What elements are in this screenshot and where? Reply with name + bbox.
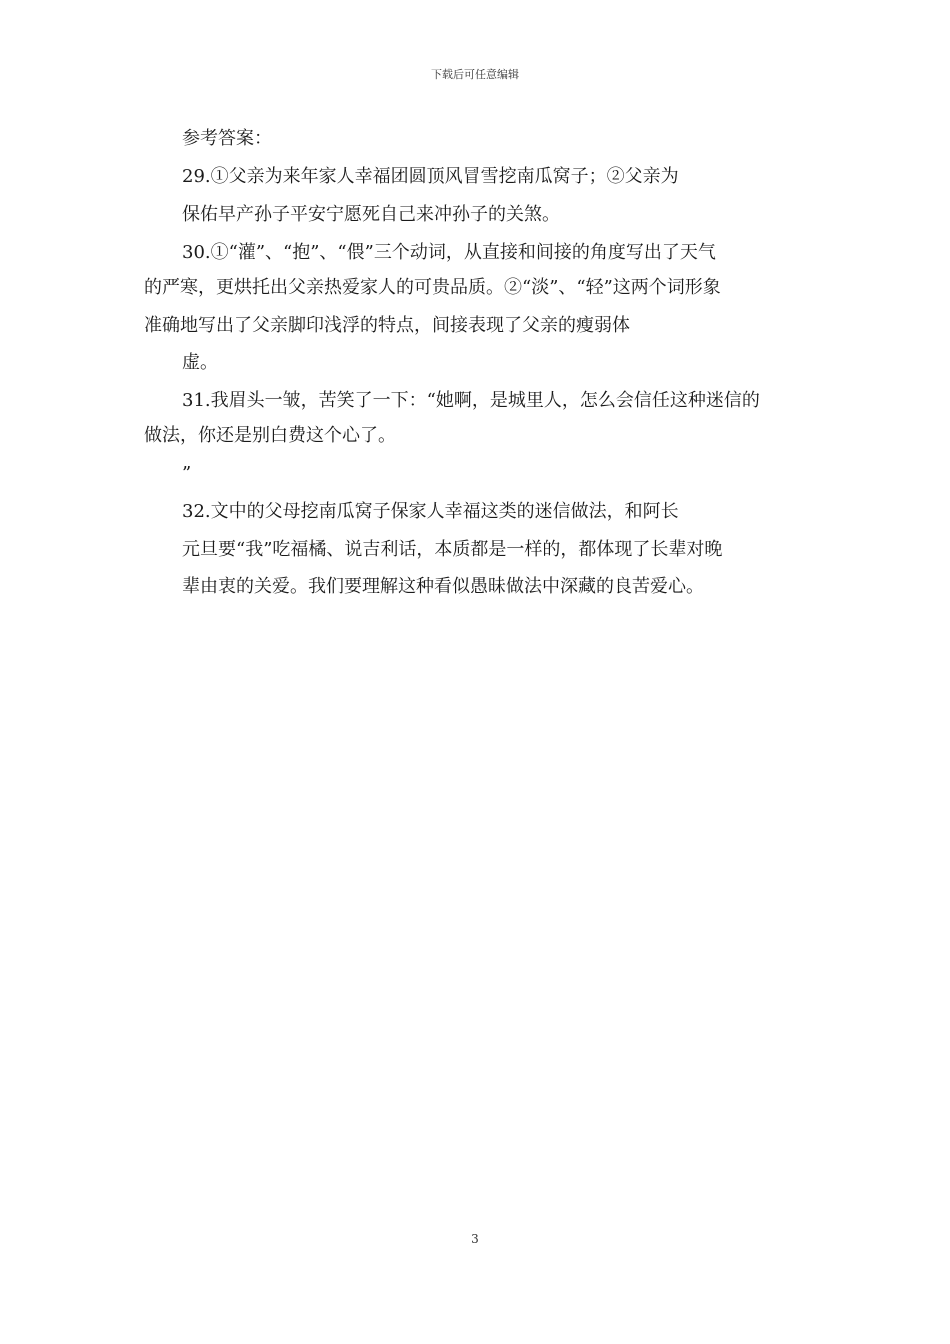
answer-30-line-4: 虚。	[182, 352, 218, 373]
page-header: 下载后可任意编辑	[431, 68, 519, 81]
answer-30-line-3: 准确地写出了父亲脚印浅浮的特点，间接表现了父亲的瘦弱体	[144, 315, 630, 336]
answer-31-line-1: 31.我眉头一皱，苦笑了一下：“她啊，是城里人，怎么会信任这种迷信的	[182, 390, 760, 411]
answer-29-line-1: 29.①父亲为来年家人幸福团圆顶风冒雪挖南瓜窝子；②父亲为	[182, 166, 679, 187]
answer-30-line-2: 的严寒，更烘托出父亲热爱家人的可贵品质。②“淡”、“轻”这两个词形象	[144, 277, 721, 298]
answer-32-line-2: 元旦要“我”吃福橘、说吉利话，本质都是一样的，都体现了长辈对晚	[182, 539, 723, 560]
answer-title: 参考答案：	[182, 128, 272, 149]
page-number: 3	[471, 1232, 479, 1246]
answer-32-line-3: 辈由衷的关爱。我们要理解这种看似愚昧做法中深藏的良苦爱心。	[182, 576, 704, 597]
answer-31-line-3: ”	[182, 463, 192, 484]
answer-30-line-1: 30.①“灌”、“抱”、“偎”三个动词，从直接和间接的角度写出了天气	[182, 242, 716, 263]
answer-32-line-1: 32.文中的父母挖南瓜窝子保家人幸福这类的迷信做法，和阿长	[182, 501, 679, 522]
answer-29-line-2: 保佑早产孙子平安宁愿死自己来冲孙子的关煞。	[182, 204, 560, 225]
answer-31-line-2: 做法，你还是别白费这个心了。	[144, 425, 396, 446]
